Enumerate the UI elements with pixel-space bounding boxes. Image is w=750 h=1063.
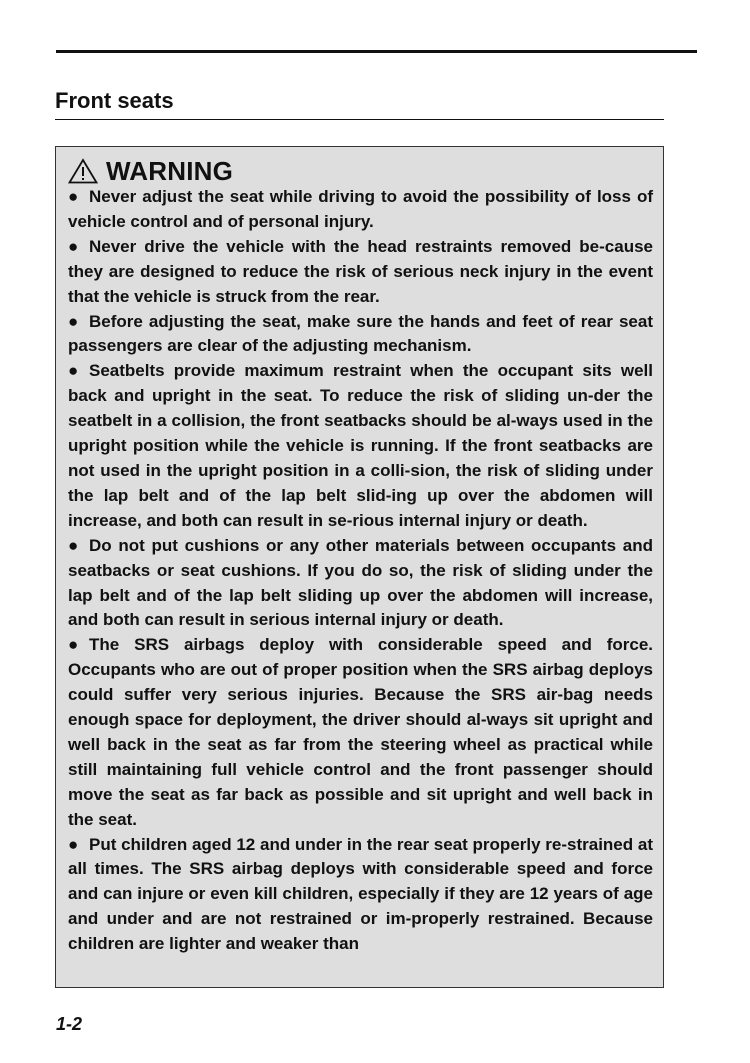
warning-item <box>68 534 653 634</box>
warning-item <box>68 359 653 533</box>
warning-title: WARNING <box>106 156 234 186</box>
section-title: Front seats <box>55 88 174 113</box>
warning-item <box>68 185 653 235</box>
page-number: 1-2 <box>56 1014 83 1034</box>
top-rule <box>56 50 697 53</box>
warning-item-text: Put children aged 12 and under in the rear seat properly re-strained at all times. The SRS airbag deploys with considerable speed and force and can injure or even kill children, especially if they are 12 years of age and under and are not restrained or im-properly restrained. Because children are lighter and weaker than <box>68 834 653 954</box>
bullet-icon: ● <box>68 187 79 206</box>
warning-item-text: The SRS airbags deploy with considerable speed and force. Occupants who are out of proper position when the SRS airbag deploys could suffer very serious injuries. Because the SRS air-bag needs enough space for deployment, the driver should al-ways sit upright and well back in the seat as far from the steering wheel as practical while still maintaining full vehicle control and the front passenger should move the seat as far back as possible and sit upright and well back in the seat. <box>68 635 653 829</box>
warning-item-text: Never adjust the seat while driving to avoid the possibility of loss of vehicle control and of personal injury. <box>68 187 653 231</box>
warning-triangle-icon <box>68 158 98 184</box>
warning-item <box>68 310 653 360</box>
bullet-icon: ● <box>68 311 79 331</box>
warning-item-text: Do not put cushions or any other materials between occupants and seatbacks or seat cushions. If you do so, the risk of sliding under the lap belt and of the lap belt sliding up over the abdomen will increase, and both can result in serious internal injury or death. <box>68 535 653 630</box>
bullet-icon: ● <box>68 535 79 555</box>
warning-item <box>68 833 653 958</box>
bullet-icon: ● <box>68 635 79 655</box>
warning-item-text: Before adjusting the seat, make sure the hands and feet of rear seat passengers are clear of the adjusting mechanism. <box>68 311 653 356</box>
warning-item-text: Seatbelts provide maximum restraint when the occupant sits well back and upright in the seat. To reduce the risk of sliding un-der the seatbelt in a collision, the front seatbacks should be al-ways used in the upright position while the vehicle is running. If the front seatbacks are not used in the upright position in a colli-sion, the risk of sliding under the lap belt and of the lap belt slid-ing up over the abdomen will increase, and both can result in se-rious internal injury or death. <box>68 361 653 530</box>
bullet-icon: ● <box>68 834 79 854</box>
warning-item <box>68 633 653 832</box>
bullet-icon: ● <box>68 236 79 256</box>
warning-body <box>68 185 653 957</box>
warning-header <box>68 157 653 185</box>
warning-box <box>55 146 664 988</box>
bullet-icon: ● <box>68 361 79 381</box>
warning-item <box>68 235 653 310</box>
title-underline <box>55 119 664 120</box>
warning-item-text: Never drive the vehicle with the head restraints removed be-cause they are designed to reduce the risk of serious neck injury in the event that the vehicle is struck from the rear. <box>68 236 653 306</box>
